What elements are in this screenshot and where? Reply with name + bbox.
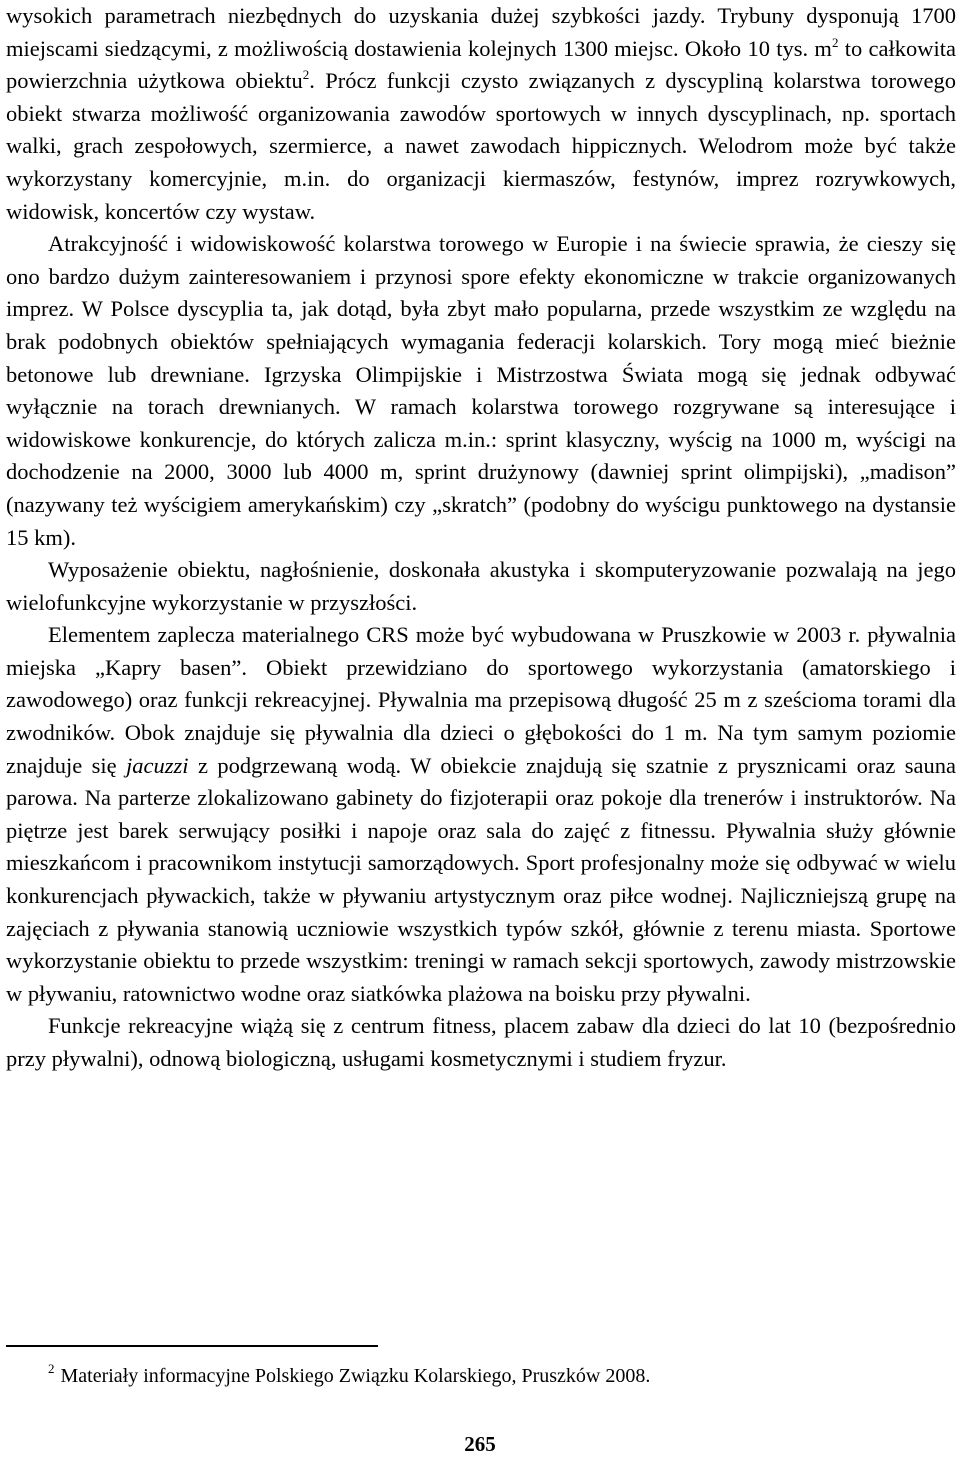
paragraph-track-cycling: Atrakcyjność i widowiskowość kolarstwa torowego w Europie i na świecie sprawia, że cieszy się ono bardzo dużym zainteresowaniem i przynosi spore efekty ekonomiczne w trakcie organizowanych imprez. W Polsce dyscyplia ta, jak dotąd, była zbyt mało popularna, przede wszystkim ze względu na brak podobnych obiektów spełniających wymagania federacji kolarskich. Tory mogą mieć bieżnie betonowe lub drewniane. Igrzyska Olimpijskie i Mistrzostwa Świata mogą się jednak odbywać wyłącznie na torach drewnianych. W ramach kolarstwa torowego rozgrywane są interesujące i widowiskowe konkurencje, do których zalicza m.in.: sprint klasyczny, wyścig na 1000 m, wyścigi na dochodzenie na 2000, 3000 lub 4000 m, sprint drużynowy (dawniej sprint olimpijski), „madison” (nazywany też wyścigiem amerykańskim) czy „skratch” (podobny do wyścigu punktowego na dystansie 15 km). xyxy=(6,231,956,550)
footnote-reference: 2 xyxy=(302,67,310,83)
text-run: wysokich parametrach niezbędnych do uzyskania dużej szybkości jazdy. Trybuny dysponują 1700 miejscami siedzącymi, z możliwością dostawienia kolejnych 1300 miejsc. Około 10 tys. m xyxy=(6,3,956,61)
text-run: . Prócz funkcji czysto związanych z dyscypliną kolarstwa torowego obiekt stwarza możliwość organizowania zawodów sportowych w innych dyscyplinach, np. sportach walki, grach zespołowych, szermierce, a nawet zawodach hippicznych. Welodrom może być także wykorzystany komercyjnie, m.in. do organizacji kiermaszów, festynów, imprez rozrywkowych, widowisk, koncertów czy wystaw. xyxy=(6,68,957,224)
paragraph-equipment: Wyposażenie obiektu, nagłośnienie, doskonała akustyka i skomputeryzowanie pozwalają na jego wielofunkcyjne wykorzystanie w przyszłości. xyxy=(6,557,956,615)
paragraph-swimming-pool xyxy=(6,619,956,1010)
paragraph-velodrome-capacity xyxy=(6,0,956,228)
paragraph-recreation: Funkcje rekreacyjne wiążą się z centrum fitness, placem zabaw dla dzieci do lat 10 (bezpośrednio przy pływalni), odnową biologiczną, usługami kosmetycznymi i studiem fryzur. xyxy=(6,1013,956,1071)
document-body xyxy=(6,0,956,1076)
text-run: z podgrzewaną wodą. W obiekcie znajdują się szatnie z prysznicami oraz sauna parowa. Na parterze zlokalizowano gabinety do fizjoterapii oraz pokoje dla trenerów i instruktorów. Na piętrze jest barek serwujący posiłki i napoje oraz sala do zajęć z fitnessu. Pływalnia służy głównie mieszkańcom i pracownikom instytucji samorządowych. Sport profesjonalny może się odbywać w wielu konkurencjach pływackich, także w pływaniu artystycznym oraz piłce wodnej. Najliczniejszą grupę na zajęciach z pływania stanowią uczniowie wszystkich typów szkół, głównie z terenu miasta. Sportowe wykorzystanie obiektu to przede wszystkim: treningi w ramach sekcji sportowych, zawody mistrzowskie w pływaniu, ratownictwo wodne oraz siatkówka plażowa na boisku przy pływalni. xyxy=(6,752,956,1006)
footnote xyxy=(48,1362,650,1390)
footnote-divider xyxy=(6,1345,378,1347)
italic-term: jacuzzi xyxy=(126,752,189,778)
text-run: Elementem zaplecza materialnego CRS może być wybudowana w Pruszkowie w 2003 r. pływalnia miejska „Kapry basen”. Obiekt przewidziano do sportowego wykorzystania (amatorskiego i zawodowego) oraz funkcji rekreacyjnej. Pływalnia ma przepisową długość 25 m z sześcioma torami dla zwodników. Obok znajduje się pływalnia dla dzieci o głębokości do 1 m. Na tym samym poziomie znajduje się xyxy=(6,622,956,778)
page-number: 265 xyxy=(464,1432,496,1456)
footnote-text: Materiały informacyjne Polskiego Związku Kolarskiego, Pruszków 2008. xyxy=(60,1365,651,1387)
footnote-number: 2 xyxy=(48,1361,55,1376)
superscript-squared: 2 xyxy=(831,34,839,50)
text-run: to całkowita powierzchnia użytkowa obiektu xyxy=(6,35,956,94)
